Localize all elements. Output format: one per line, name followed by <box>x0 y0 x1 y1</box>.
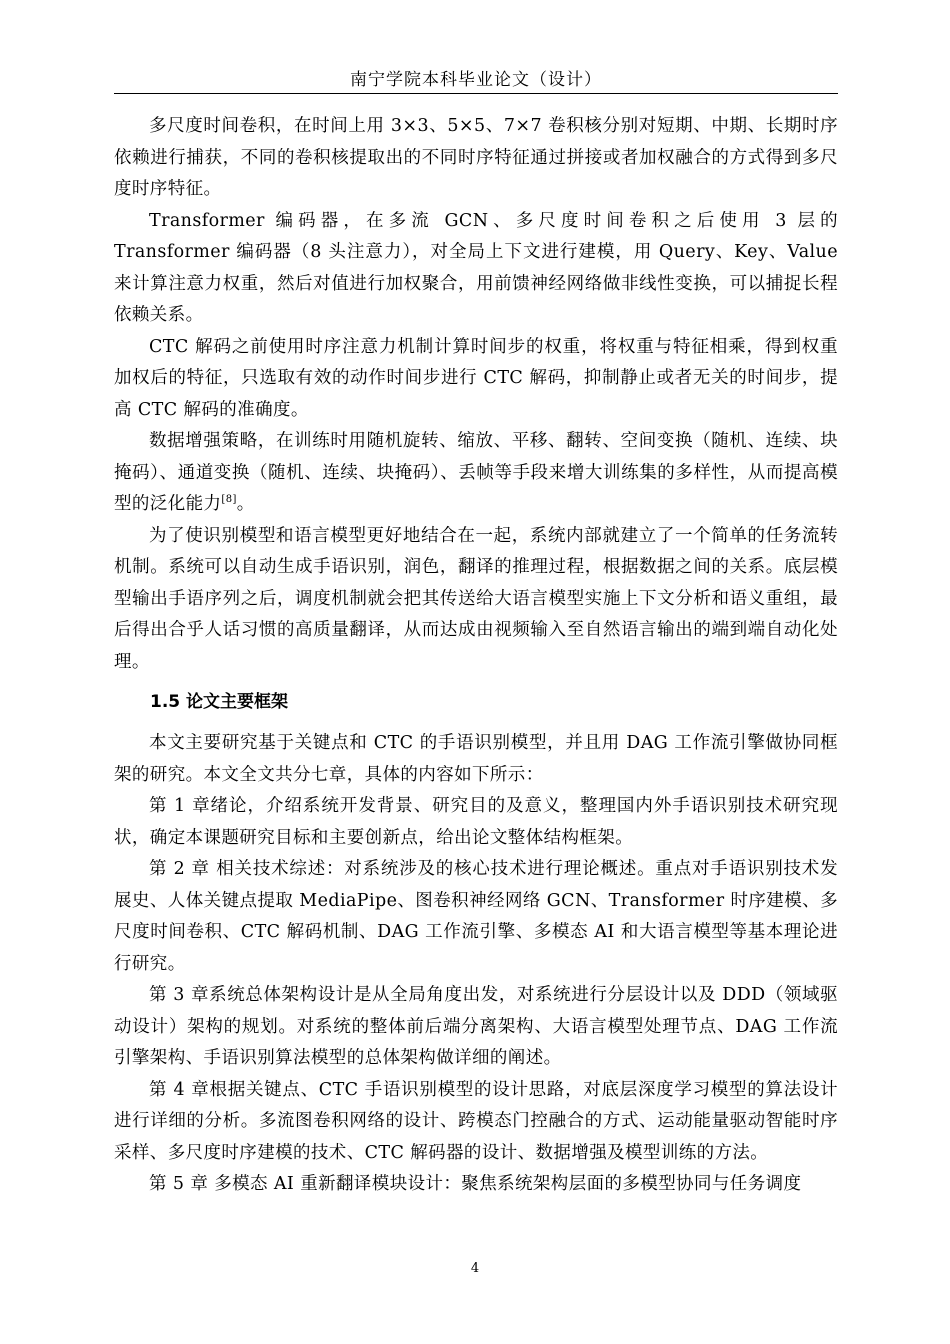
paragraph-transformer-encoder: Transformer 编码器，在多流 GCN、多尺度时间卷积之后使用 3 层的 Transformer 编码器（8 头注意力），对全局上下文进行建模，用 Query、Key、Value 来计算注意力权重，然后对值进行加权聚合，用前馈神经网络做非线性变换，可以捕捉长程依赖关系。 <box>114 210 838 325</box>
running-header: 南宁学院本科毕业论文（设计） <box>350 70 602 90</box>
paragraph-multiscale-conv: 多尺度时间卷积，在时间上用 3×3、5×5、7×7 卷积核分别对短期、中期、长期时序依赖进行捕获，不同的卷积核提取出的不同时序特征通过拼接或者加权融合的方式得到多尺度时序特征。 <box>114 116 838 199</box>
paragraph-task-workflow: 为了使识别模型和语言模型更好地结合在一起，系统内部就建立了一个简单的任务流转机制。系统可以自动生成手语识别，润色，翻译的推理过程，根据数据之间的关系。底层模型输出手语序列之后，调度机制就会把其传送给大语言模型实施上下文分析和语义重组，最后得出合乎人话习惯的高质量翻译，从而达成由视频输入至自然语言输出的端到端自动化处理。 <box>114 525 838 672</box>
augmentation-text: 数据增强策略，在训练时用随机旋转、缩放、平移、翻转、空间变换（随机、连续、块掩码）、通道变换（随机、连续、块掩码）、丢帧等手段来增大训练集的多样性，从而提高模型的泛化能力 <box>114 431 838 514</box>
paragraph-framework-intro: 本文主要研究基于关键点和 CTC 的手语识别模型，并且用 DAG 工作流引擎做协同框架的研究。本文全文共分七章，具体的内容如下所示： <box>114 733 838 785</box>
section-heading-1-5: 1.5 论文主要框架 <box>150 692 289 712</box>
page-number: 4 <box>470 1261 480 1276</box>
paragraph-chapter-4: 第 4 章根据关键点、CTC 手语识别模型的设计思路，对底层深度学习模型的算法设计进行详细的分析。多流图卷积网络的设计、跨模态门控融合的方式、运动能量驱动智能时序采样、多尺度时序建模的技术、CTC 解码器的设计、数据增强及模型训练的方法。 <box>114 1079 838 1163</box>
header-rule <box>114 93 838 94</box>
citation-8: [8] <box>221 494 237 506</box>
paragraph-chapter-5: 第 5 章 多模态 AI 重新翻译模块设计：聚焦系统架构层面的多模型协同与任务调度 <box>149 1174 802 1194</box>
paragraph-data-augmentation <box>114 426 838 521</box>
paragraph-chapter-3: 第 3 章系统总体架构设计是从全局角度出发，对系统进行分层设计以及 DDD（领域驱动设计）架构的规划。对系统的整体前后端分离架构、大语言模型处理节点、DAG 工作流引擎架构、手语识别算法模型的总体架构做详细的阐述。 <box>114 985 838 1068</box>
augmentation-end: 。 <box>236 494 255 514</box>
paragraph-ctc-attention: CTC 解码之前使用时序注意力机制计算时间步的权重，将权重与特征相乘，得到权重加权后的特征，只选取有效的动作时间步进行 CTC 解码，抑制静止或者无关的时间步，提高 CTC 解码的准确度。 <box>114 336 838 420</box>
paragraph-chapter-1: 第 1 章绪论，介绍系统开发背景、研究目的及意义，整理国内外手语识别技术研究现状，确定本课题研究目标和主要创新点，给出论文整体结构框架。 <box>114 796 838 848</box>
body-text <box>114 111 838 1201</box>
paragraph-chapter-2: 第 2 章 相关技术综述：对系统涉及的核心技术进行理论概述。重点对手语识别技术发展史、人体关键点提取 MediaPipe、图卷积神经网络 GCN、Transformer 时序建模、多尺度时间卷积、CTC 解码机制、DAG 工作流引擎、多模态 AI 和大语言模型等基本理论进行研究。 <box>114 859 838 974</box>
